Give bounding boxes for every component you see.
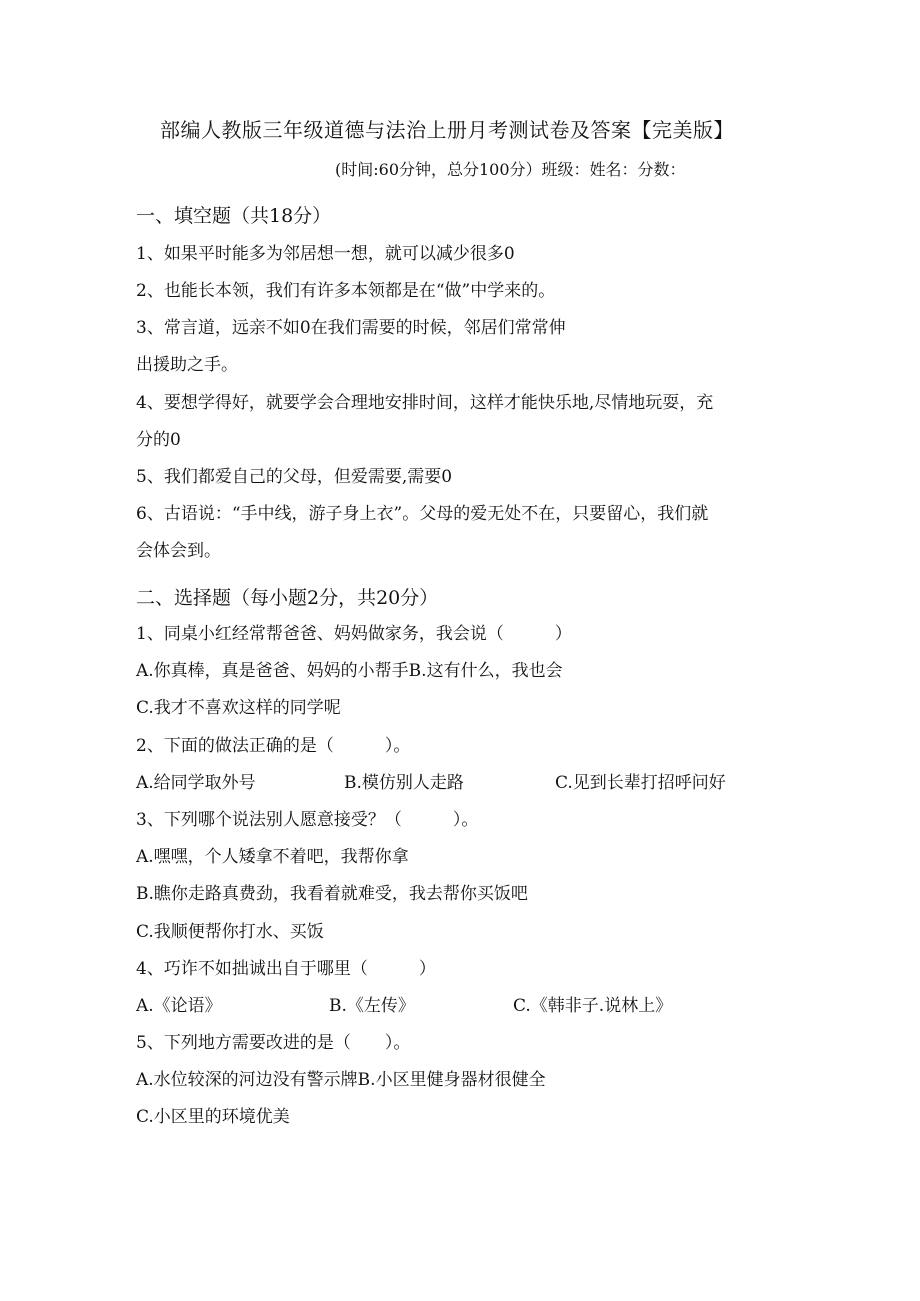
- answer-option: B.《左传》: [329, 996, 415, 1016]
- answer-option: C.我才不喜欢这样的同学呢: [136, 698, 341, 718]
- question-text: 4、巧诈不如拙诚出自于哪里（ ）: [136, 959, 436, 979]
- exam-info: (时间:60分钟，总分100分）班级：姓名：分数：: [335, 160, 686, 179]
- question-text: 5、我们都爱自己的父母，但爱需要,需要0: [136, 467, 453, 487]
- question-text: 5、下列地方需要改进的是（ ）。: [136, 1033, 411, 1053]
- page-title: 部编人教版三年级道德与法治上册月考测试卷及答案【完美版】: [160, 118, 734, 142]
- question-text: 3、下列哪个说法别人愿意接受？（ ）。: [136, 810, 479, 830]
- question-text: 3、常言道，远亲不如0在我们需要的时候，邻居们常常伸: [136, 318, 566, 338]
- answer-option: A.水位较深的河边没有警示牌B.小区里健身器材很健全: [136, 1070, 546, 1090]
- answer-options-row: [136, 995, 796, 1017]
- answer-option: B.模仿别人走路: [344, 773, 464, 793]
- answer-option: A.嘿嘿，个人矮拿不着吧，我帮你拿: [136, 847, 409, 867]
- question-text: 4、要想学得好，就要学会合理地安排时间，这样才能快乐地,尽情地玩耍，充: [136, 393, 714, 413]
- question-text: 分的0: [136, 430, 181, 450]
- question-text: 1、如果平时能多为邻居想一想，就可以减少很多0: [136, 244, 515, 264]
- question-text: 出援助之手。: [136, 355, 238, 375]
- answer-option: C.见到长辈打招呼问好: [555, 773, 726, 793]
- answer-option: C.《韩非子.说林上》: [513, 996, 673, 1016]
- question-text: 1、同桌小红经常帮爸爸、妈妈做家务，我会说（ ）: [136, 624, 572, 644]
- answer-option: A.《论语》: [136, 996, 222, 1016]
- answer-option: C.小区里的环境优美: [136, 1107, 290, 1127]
- answer-options-row: [136, 772, 796, 794]
- question-text: 2、也能长本领，我们有许多本领都是在“做”中学来的。: [136, 281, 556, 301]
- question-text: 2、下面的做法正确的是（ ）。: [136, 736, 411, 756]
- section-choice-heading: 二、选择题（每小题2分，共20分）: [136, 587, 439, 609]
- answer-option: C.我顺便帮你打水、买饭: [136, 922, 324, 942]
- answer-option: A.给同学取外号: [136, 773, 256, 793]
- answer-option: A.你真棒，真是爸爸、妈妈的小帮手B.这有什么，我也会: [136, 661, 563, 681]
- answer-option: B.瞧你走路真费劲，我看着就难受，我去帮你买饭吧: [136, 884, 528, 904]
- question-text: 6、古语说：“手中线，游子身上衣”。父母的爱无处不在，只要留心，我们就: [136, 504, 709, 524]
- section-fill-blank-heading: 一、填空题（共18分）: [136, 205, 332, 227]
- question-text: 会体会到。: [136, 541, 221, 561]
